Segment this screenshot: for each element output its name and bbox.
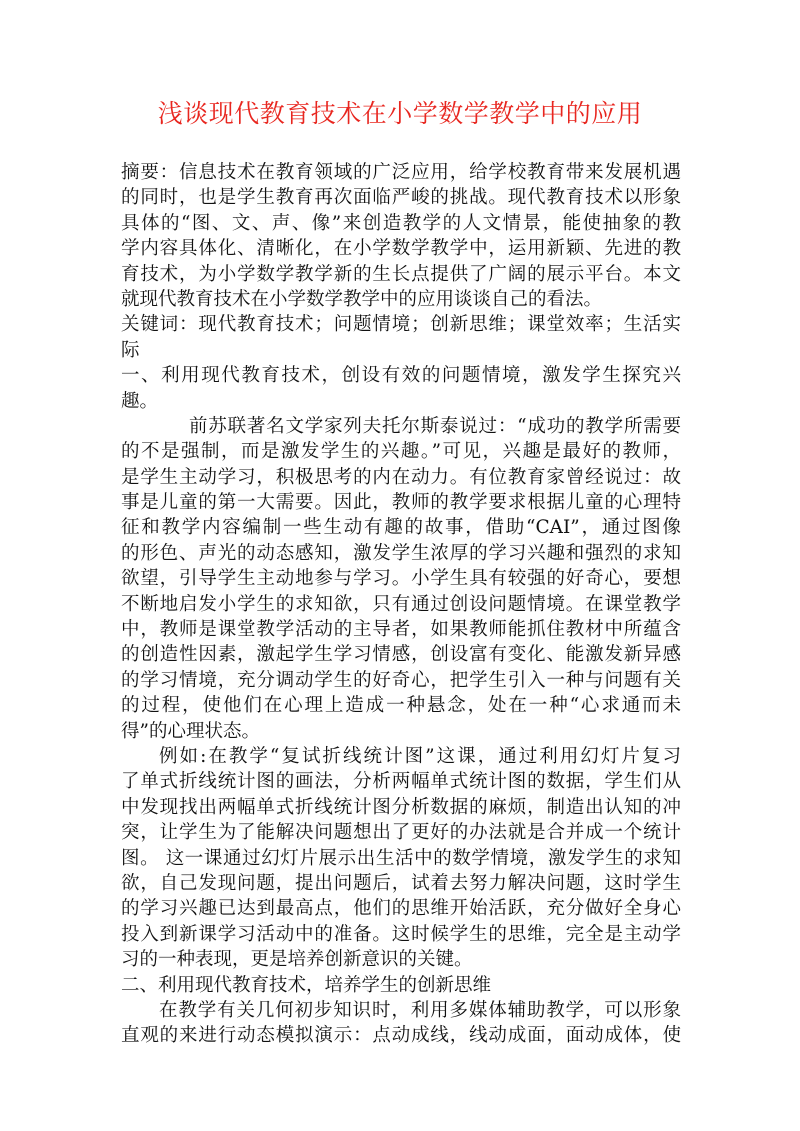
abstract-line: 育技术，为小学数学教学新的生长点提供了广阔的展示平台。本文 xyxy=(121,263,681,285)
paragraph-line: 突，让学生为了能解决问题想出了更好的办法就是合并成一个统计 xyxy=(121,822,681,844)
document-title: 浅谈现代教育技术在小学数学教学中的应用 xyxy=(157,99,643,128)
paragraph-line: 中，教师是课堂教学活动的主导者，如果教师能抓住教材中所蕴含 xyxy=(121,619,681,641)
paragraph-line: 不断地启发小学生的求知欲，只有通过创设问题情境。在课堂教学 xyxy=(121,593,681,615)
paragraph-line: 是学生主动学习，积极思考的内在动力。有位教育家曾经说过：故 xyxy=(121,466,681,488)
paragraph-line: 的形色、声光的动态感知，激发学生浓厚的学习兴趣和强烈的求知 xyxy=(121,542,681,564)
paragraph-line: 图。 这一课通过幻灯片展示出生活中的数学情境，激发学生的求知 xyxy=(121,847,681,869)
abstract-line: 的同时，也是学生教育再次面临严峻的挑战。现代教育技术以形象 xyxy=(121,187,681,209)
paragraph-line: 的学习兴趣已达到最高点，他们的思维开始活跃，充分做好全身心 xyxy=(121,898,681,920)
keywords-line: 际 xyxy=(121,339,140,361)
paragraph-line: 事是儿童的第一大需要。因此，教师的教学要求根据儿童的心理特 xyxy=(121,492,681,514)
paragraph-line: 的创造性因素，激起学生学习情感，创设富有变化、能激发新异感 xyxy=(121,644,681,666)
abstract-line: 摘要：信息技术在教育领域的广泛应用，给学校教育带来发展机遇 xyxy=(121,162,681,183)
abstract-line: 就现代教育技术在小学数学教学中的应用谈谈自己的看法。 xyxy=(121,288,603,310)
section-heading: 一、利用现代教育技术，创设有效的问题情境，激发学生探究兴 xyxy=(121,365,681,387)
paragraph-line: 在教学有关几何初步知识时，利用多媒体辅助教学，可以形象 xyxy=(159,999,681,1021)
section-heading: 趣。 xyxy=(121,390,159,412)
paragraph-line: 直观的来进行动态模拟演示：点动成线，线动成面，面动成体，使 xyxy=(121,1025,681,1047)
section-heading: 二、利用现代教育技术，培养学生的创新思维 xyxy=(121,974,492,996)
abstract-line: 学内容具体化、清晰化，在小学数学教学中，运用新颖、先进的教 xyxy=(121,238,681,260)
paragraph-line: 的过程，使他们在心理上造成一种悬念，处在一种“心求通而未 xyxy=(121,695,681,717)
paragraph-line: 征和教学内容编制一些生动有趣的故事，借助“CAI”，通过图像 xyxy=(121,517,681,539)
paragraph-line: 得”的心理状态。 xyxy=(121,720,260,742)
document-body xyxy=(121,160,681,1049)
paragraph-line: 投入到新课学习活动中的准备。这时候学生的思维，完全是主动学 xyxy=(121,923,681,945)
paragraph-line: 例如:在教学“复试折线统计图”这课，通过利用幻灯片复习 xyxy=(159,745,681,767)
paragraph-line: 习的一种表现，更是培养创新意识的关键。 xyxy=(121,949,473,971)
paragraph-line: 欲，自己发现问题，提出问题后，试着去努力解决问题，这时学生 xyxy=(121,872,681,894)
paragraph-line: 的不是强制，而是激发学生的兴趣。”可见，兴趣是最好的教师， xyxy=(121,441,681,463)
paragraph-line: 中发现找出两幅单式折线统计图分析数据的麻烦，制造出认知的冲 xyxy=(121,796,681,818)
abstract-line: 具体的“图、文、声、像”来创造教学的人文情景，能使抽象的教 xyxy=(121,212,681,234)
keywords-line: 关键词：现代教育技术；问题情境；创新思维；课堂效率；生活实 xyxy=(121,314,681,336)
paragraph-line: 了单式折线统计图的画法，分析两幅单式统计图的数据，学生们从 xyxy=(121,771,681,793)
paragraph-line: 的学习情境，充分调动学生的好奇心，把学生引入一种与问题有关 xyxy=(121,669,681,691)
paragraph-line: 前苏联著名文学家列夫托尔斯泰说过：“成功的教学所需要 xyxy=(189,415,681,437)
paragraph-line: 欲望，引导学生主动地参与学习。小学生具有较强的好奇心，要想 xyxy=(121,568,681,590)
